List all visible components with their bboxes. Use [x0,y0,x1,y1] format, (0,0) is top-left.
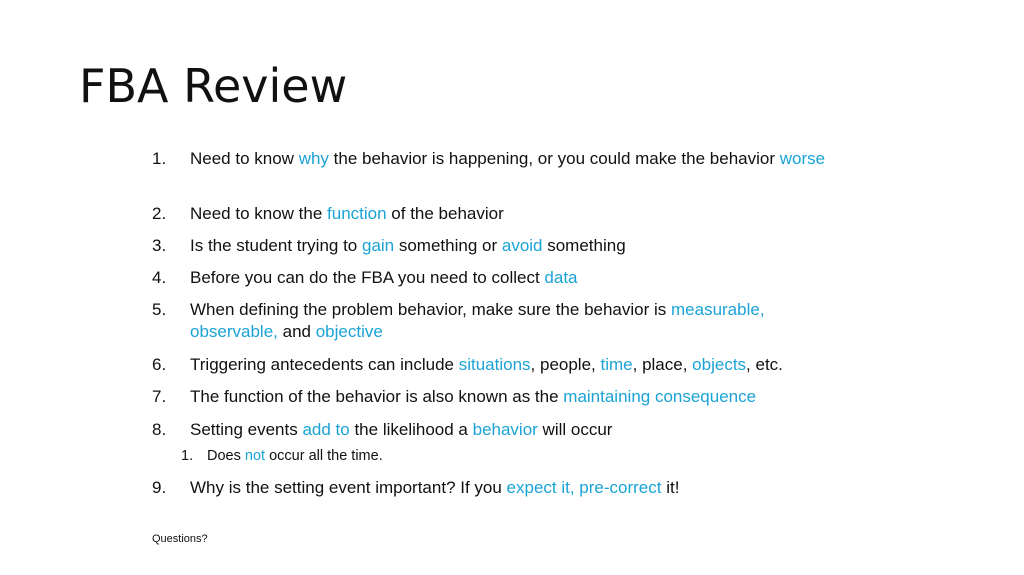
item-text: Setting events add to the likelihood a behavior will occur [190,420,613,439]
item-number: 9. [152,478,167,497]
item-number: 2. [152,204,167,223]
item-number: 3. [152,236,167,255]
item-text: Need to know why the behavior is happening, or you could make the behavior worse [190,149,826,168]
item-text: When defining the problem behavior, make sure the behavior is measurable, observable, and objective [190,300,765,341]
item-number: 1. [152,149,167,168]
footer-questions: Questions? [152,533,208,545]
item-number: 6. [152,355,167,374]
item-text: Before you can do the FBA you need to collect data [190,268,578,287]
item-text: Why is the setting event important? If you expect it, pre-correct it! [190,478,680,497]
sub-item-text: Does not occur all the time. [207,448,383,464]
item-number: 5. [152,300,167,319]
item-number: 8. [152,420,167,439]
item-text: Triggering antecedents can include situations, people, time, place, objects, etc. [190,355,783,374]
item-number: 4. [152,268,167,287]
item-text: Need to know the function of the behavior [190,204,504,223]
slide-title: FBA Review [79,59,348,113]
item-number: 7. [152,387,167,406]
item-text: The function of the behavior is also known as the maintaining consequence [190,387,757,406]
sub-item-number: 1. [181,448,194,464]
item-text: Is the student trying to gain something or avoid something [190,236,626,255]
